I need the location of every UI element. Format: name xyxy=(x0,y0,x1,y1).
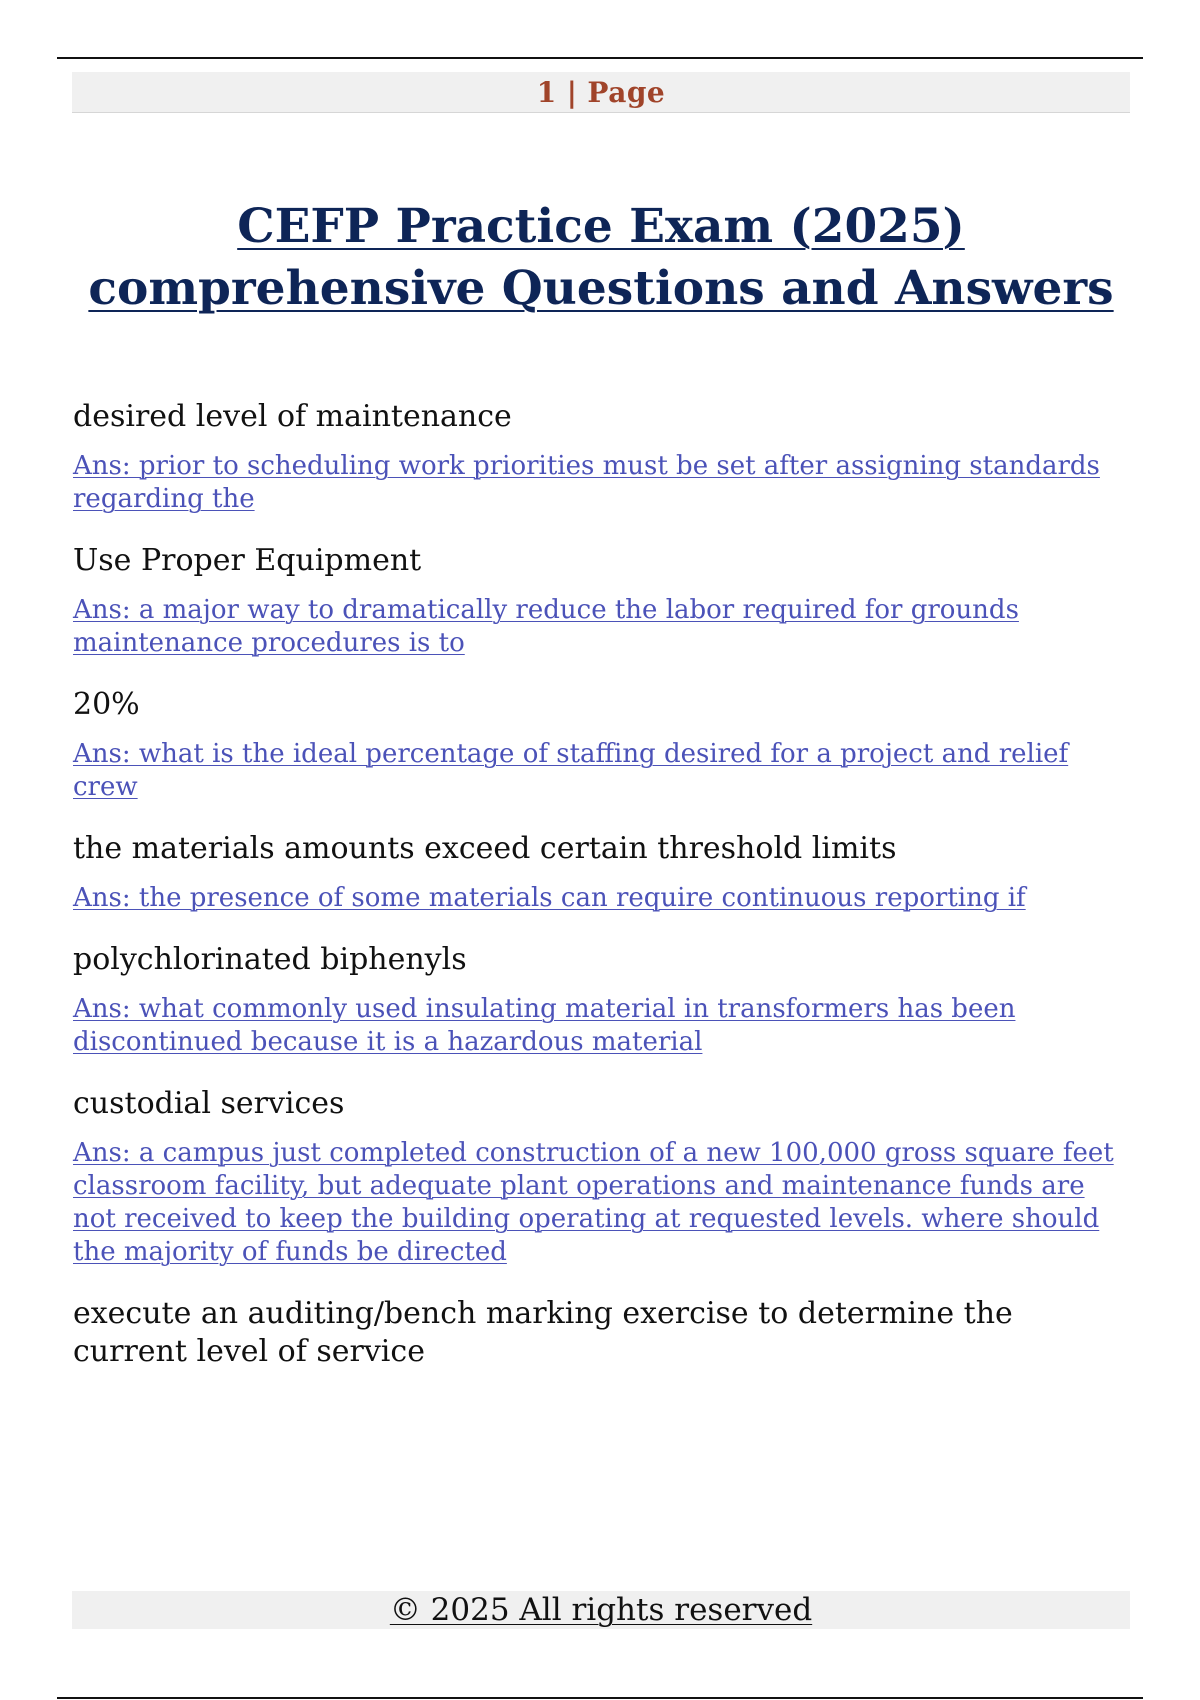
qa-answer-link[interactable]: Ans: the presence of some materials can require continuous reporting if xyxy=(73,883,1026,913)
page-label: Page xyxy=(587,75,666,109)
qa-item xyxy=(73,941,1133,1059)
bottom-rule xyxy=(57,1697,1143,1699)
qa-term: polychlorinated biphenyls xyxy=(73,942,467,977)
qa-item xyxy=(73,1085,1133,1269)
qa-answer-link[interactable]: Ans: what commonly used insulating material in transformers has been discontinued because it is a hazardous material xyxy=(73,994,1016,1057)
qa-item xyxy=(73,398,1133,516)
qa-term: execute an auditing/bench marking exercise to determine the current level of service xyxy=(73,1296,1013,1369)
page-number: 1 xyxy=(536,75,557,109)
document-title: CEFP Practice Exam (2025) comprehensive Questions and Answers xyxy=(88,199,1114,316)
copyright-text: © 2025 All rights reserved xyxy=(389,1592,813,1628)
qa-term: custodial services xyxy=(73,1086,345,1121)
qa-item xyxy=(73,830,1133,915)
qa-term: Use Proper Equipment xyxy=(73,543,422,578)
qa-item xyxy=(73,542,1133,660)
top-rule xyxy=(57,57,1143,59)
qa-answer-link[interactable]: Ans: a major way to dramatically reduce the labor required for grounds maintenance procedures is to xyxy=(73,595,1019,658)
qa-term: the materials amounts exceed certain threshold limits xyxy=(73,831,897,866)
page-footer xyxy=(72,1591,1130,1629)
page-separator: | xyxy=(566,75,578,109)
qa-answer-link[interactable]: Ans: what is the ideal percentage of staffing desired for a project and relief crew xyxy=(73,739,1069,802)
qa-answer-link[interactable]: Ans: prior to scheduling work priorities must be set after assigning standards regarding the xyxy=(73,451,1100,514)
qa-term: desired level of maintenance xyxy=(73,399,512,434)
qa-item xyxy=(73,686,1133,804)
qa-answer-link[interactable]: Ans: a campus just completed construction of a new 100,000 gross square feet classroom facility, but adequate plant operations and maintenance funds are not received to keep the building operating at requested levels. where should the majority of funds be directed xyxy=(73,1138,1114,1267)
page-header xyxy=(72,72,1130,113)
qa-list xyxy=(73,398,1133,1385)
qa-term: 20% xyxy=(73,687,140,722)
qa-item xyxy=(73,1295,1133,1371)
